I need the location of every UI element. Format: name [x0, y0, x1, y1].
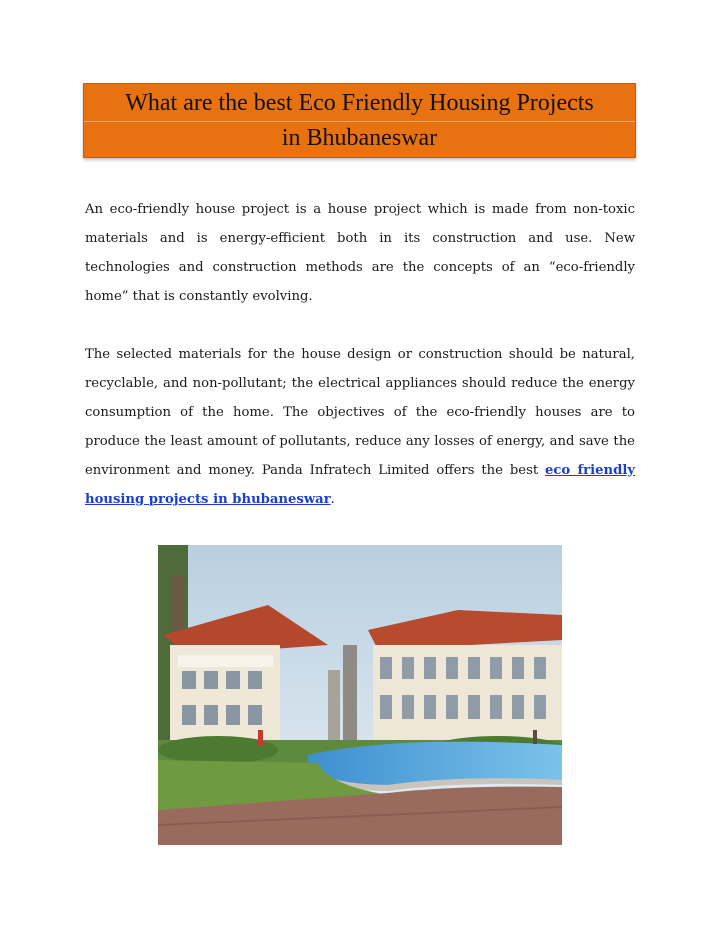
- title-line-1: What are the best Eco Friendly Housing Projects: [125, 90, 594, 116]
- intro-paragraph: An eco-friendly house project is a house project which is made from non-toxic materials and is energy-efficient both in its construction and use. New technologies and construction methods are the concepts of an “eco-friendly home” that is constantly evolving.: [85, 202, 635, 304]
- eco-housing-link[interactable]: eco friendly housing projects in bhubaneswar: [85, 463, 635, 507]
- details-text: The selected materials for the house design or construction should be natural, recyclable, and non-pollutant; the electrical appliances should reduce the energy consumption of the home. The objectives of the eco-friendly houses are to produce the least amount of pollutants, reduce any losses of energy, and save the environment and money. Panda Infratech Limited offers the best: [85, 347, 635, 478]
- details-end: .: [330, 492, 335, 507]
- housing-illustration: [158, 545, 562, 845]
- housing-project-image: [158, 545, 562, 845]
- page-title: [84, 86, 635, 156]
- heading-banner: [83, 83, 636, 158]
- title-line-2: in Bhubaneswar: [281, 125, 438, 151]
- details-paragraph: [85, 340, 635, 514]
